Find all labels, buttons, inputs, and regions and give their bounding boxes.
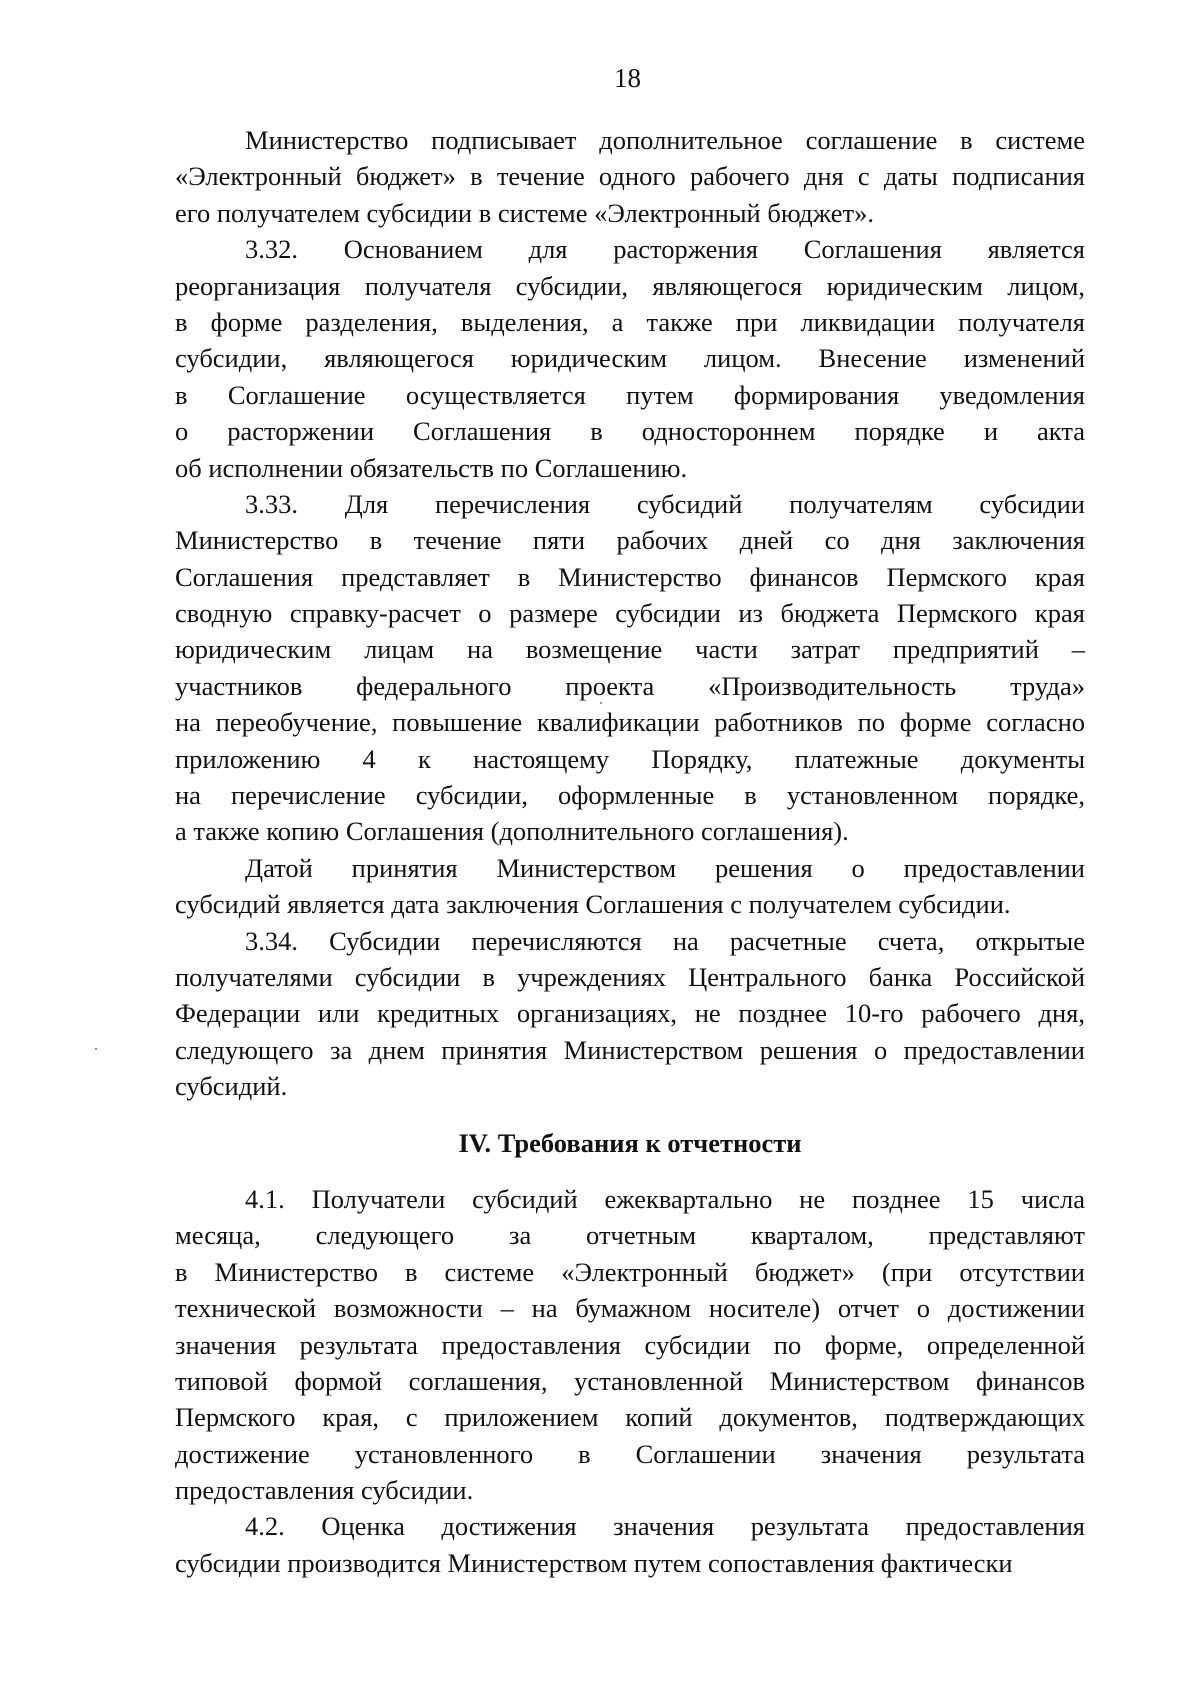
document-body [175, 122, 1085, 1581]
paragraph-line: его получателем субсидии в системе «Электронный бюджет». [175, 197, 874, 228]
paragraph-line: «Электронный бюджет» в течение одного рабочего дня с даты подписания [175, 161, 1085, 192]
paragraph-line: в Соглашение осуществляется путем формирования уведомления [175, 379, 1085, 410]
paragraph-line: предоставления субсидии. [175, 1475, 474, 1506]
paragraph-line: в форме разделения, выделения, а также при ликвидации получателя [175, 306, 1085, 337]
paragraph [175, 122, 1085, 231]
paragraph [175, 850, 1085, 923]
paragraph [175, 1181, 1085, 1509]
paragraph-line: Министерство подписывает дополнительное соглашение в системе [245, 125, 1085, 155]
paragraph-line: реорганизация получателя субсидии, являющегося юридическим лицом, [175, 270, 1085, 301]
paragraph-line: 3.34. Субсидии перечисляются на расчетные счета, открытые [245, 925, 1085, 956]
paragraph-line: технической возможности – на бумажном носителе) отчет о достижении [175, 1293, 1085, 1324]
paragraph [175, 231, 1085, 486]
paragraph-line: Датой принятия Министерством решения о предоставлении [245, 852, 1085, 883]
paragraph-line: 4.1. Получатели субсидий ежеквартально не позднее 15 числа [245, 1183, 1085, 1214]
scan-speck [600, 702, 602, 704]
paragraph [175, 1508, 1085, 1581]
paragraph-line: а также копию Соглашения (дополнительного соглашения). [175, 816, 849, 847]
paragraphs-after-heading [175, 1181, 1085, 1581]
paragraph-line: 4.2. Оценка достижения значения результата предоставления [245, 1511, 1085, 1542]
paragraph [175, 486, 1085, 850]
paragraphs-before-heading [175, 122, 1085, 1105]
paragraph-line: в Министерство в системе «Электронный бюджет» (при отсутствии [175, 1256, 1085, 1287]
paragraph-line: Министерство в течение пяти рабочих дней со дня заключения [175, 525, 1085, 556]
paragraph-line: на перечисление субсидии, оформленные в установленном порядке, [175, 780, 1085, 811]
paragraph-line: субсидий. [175, 1071, 288, 1102]
scan-speck [95, 1048, 97, 1050]
paragraph-line: о расторжении Соглашения в одностороннем порядке и акта [175, 416, 1085, 447]
paragraph-line: субсидий является дата заключения Соглашения с получателем субсидии. [175, 889, 1011, 920]
paragraph-line: значения результата предоставления субсидии по форме, определенной [175, 1329, 1085, 1360]
paragraph-line: следующего за днем принятия Министерством решения о предоставлении [175, 1034, 1085, 1065]
paragraph-line: приложению 4 к настоящему Порядку, платежные документы [175, 743, 1085, 774]
page-number: 18 [614, 63, 641, 93]
paragraph-line: Пермского края, с приложением копий документов, подтверждающих [175, 1402, 1085, 1433]
paragraph-line: сводную справку-расчет о размере субсидии из бюджета Пермского края [175, 598, 1085, 629]
paragraph-line: юридическим лицам на возмещение части затрат предприятий – [175, 634, 1085, 665]
paragraph-line: субсидии, являющегося юридическим лицом. Внесение изменений [175, 343, 1085, 374]
paragraph-line: 3.32. Основанием для расторжения Соглашения является [245, 234, 1085, 265]
paragraph-line: 3.33. Для перечисления субсидий получателям субсидии [245, 488, 1085, 519]
section-heading: IV. Требования к отчетности [458, 1127, 802, 1158]
paragraph-line: типовой формой соглашения, установленной Министерством финансов [175, 1365, 1085, 1396]
paragraph-line: на переобучение, повышение квалификации работников по форме согласно [175, 707, 1085, 738]
paragraph-line: Соглашения представляет в Министерство финансов Пермского края [175, 561, 1085, 592]
paragraph-line: месяца, следующего за отчетным кварталом, представляют [175, 1220, 1085, 1251]
paragraph-line: участников федерального проекта «Производительность труда» [175, 670, 1085, 701]
paragraph-line: Федерации или кредитных организациях, не позднее 10-го рабочего дня, [175, 998, 1085, 1029]
paragraph-line: получателями субсидии в учреждениях Центрального банка Российской [175, 961, 1085, 992]
paragraph-line: достижение установленного в Соглашении значения результата [175, 1438, 1085, 1469]
paragraph-line: субсидии производится Министерством путем сопоставления фактически [175, 1547, 1013, 1578]
paragraph [175, 923, 1085, 1105]
paragraph-line: об исполнении обязательств по Соглашению. [175, 452, 688, 483]
